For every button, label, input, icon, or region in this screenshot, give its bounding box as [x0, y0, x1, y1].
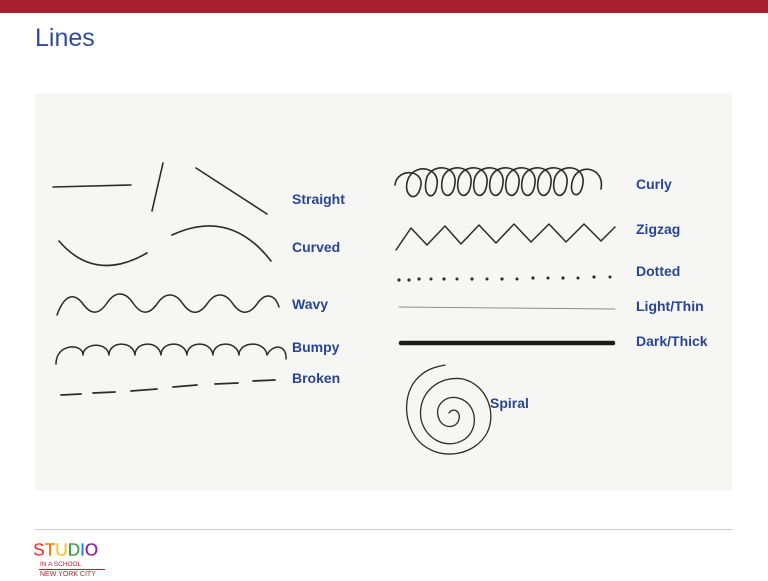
label-dark-thick: Dark/Thick [636, 333, 708, 349]
drawing-paper [35, 93, 732, 490]
footer-divider [35, 529, 732, 530]
dotted-line-drawing [397, 275, 611, 281]
broken-line-drawing [61, 380, 275, 395]
logo-letter: T [44, 540, 56, 560]
label-curly: Curly [636, 176, 672, 192]
logo-city: NEW YORK CITY [40, 571, 96, 578]
logo-letter: D [67, 540, 81, 560]
spiral-drawing [407, 365, 491, 454]
label-wavy: Wavy [292, 296, 329, 312]
label-bumpy: Bumpy [292, 339, 340, 355]
label-spiral: Spiral [490, 395, 529, 411]
logo-letter: I [80, 540, 85, 560]
label-light-thin: Light/Thin [636, 298, 704, 314]
logo-rule [39, 569, 105, 570]
logo-wordmark [33, 540, 98, 560]
logo-letter: U [55, 540, 68, 560]
header-bar [0, 0, 768, 13]
zigzag-line-drawing [396, 224, 615, 250]
bumpy-line-drawing [56, 344, 286, 364]
logo-letter: S [33, 540, 45, 560]
line-drawings [35, 93, 732, 490]
straight-lines-drawing [53, 163, 267, 214]
label-curved: Curved [292, 239, 341, 255]
logo-tagline: IN A SCHOOL [40, 561, 82, 568]
wavy-line-drawing [57, 294, 279, 315]
studio-in-a-school-logo [33, 540, 111, 580]
curly-line-drawing [395, 168, 601, 197]
curved-lines-drawing [59, 226, 271, 266]
logo-letter: O [84, 540, 99, 560]
label-straight: Straight [292, 191, 345, 207]
label-dotted: Dotted [636, 263, 681, 279]
thin-line-drawing [399, 307, 615, 309]
slide-title: Lines [35, 24, 95, 52]
label-broken: Broken [292, 370, 341, 386]
label-zigzag: Zigzag [636, 221, 681, 237]
